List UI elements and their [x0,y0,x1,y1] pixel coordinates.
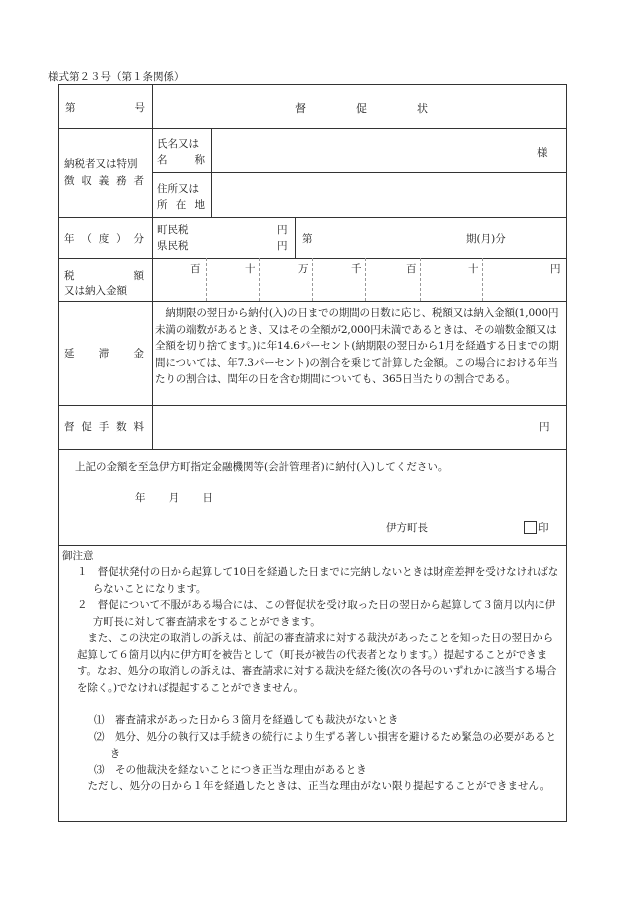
issuer: 伊方町長 [386,522,428,534]
digit-unit: 百 [190,263,201,275]
note-sub-3: ⑶ その他裁決を経ないことにつき正当な理由があるとき [94,764,367,776]
digit-unit: 円 [550,263,561,275]
town-tax-yen: 円 [277,224,288,236]
note-item-2-para-3: ただし、処分の日から１年を経過したときは、正当な理由がない限り提起することができません。 [77,780,551,792]
column-divider [211,128,212,217]
note-item-1: １ 督促状発付の日から起算して10日を経過した日までに完納しないときは財産差押を受けなければならないことになります。 [77,566,559,595]
amount-label-line2: 又は納入金額 [64,285,127,297]
column-divider [295,217,296,258]
row-divider [58,217,567,218]
digit-divider [365,258,366,301]
taxpayer-label: 納税者又は特別 [64,158,138,170]
digit-unit: 万 [298,263,309,275]
penalty-text: 納期限の翌日から納付(入)の日までの期間の日数に応じ、税額又は納入金額(1,000円未満の端数があるとき、又はその全額が2,000円未満であるときは、その端数金額又は全額を切り捨てます。)に年14.6パーセント(納期限の翌日から1月を経過する日までの期間については、年7.3パーセント)の割合を乗じて計算した金額。この場合における年当たりの割合は、閏年の日を含む期間についても、365日当たりの割合である。 [155,307,559,385]
town-tax-label: 町民税 [157,224,189,236]
digit-divider [206,258,207,301]
name-label-line2: 名 称 [157,154,205,166]
digit-divider [420,258,421,301]
pref-tax-label: 県民税 [157,240,189,252]
fee-yen: 円 [539,421,550,433]
term-suffix: 期(月)分 [466,233,506,245]
fee-label: 督 促 手 数 料 [64,421,144,433]
digit-unit: 十 [245,263,256,275]
digit-divider [482,258,483,301]
notes-heading: 御注意 [62,550,94,562]
digit-divider [312,258,313,301]
pref-tax-yen: 円 [277,240,288,252]
year-label: 年 （ 度 ） 分 [64,233,144,245]
title: 督 促 状 [295,102,428,115]
penalty-label: 延 滞 金 [64,348,144,360]
note-item-2: ２ 督促について不服がある場合には、この督促状を受け取った日の翌日から起算して３箇月以内に伊方町長に対して審査請求をすることができます。 [77,599,556,628]
amount-label: 税 額 [64,270,144,282]
form-id: 様式第２３号（第１条関係） [48,71,185,83]
digit-unit: 百 [406,263,417,275]
row-divider [58,449,567,450]
seal-label: 印 [538,522,549,534]
row-divider [58,545,567,546]
name-label: 氏名又は [157,138,199,150]
honorific: 様 [537,147,548,159]
row-divider [58,301,567,302]
note-sub-1: ⑴ 審査請求があった日から３箇月を経過しても裁決がないとき [94,714,399,726]
note-sub-2: ⑵ 処分、処分の執行又は手続きの続行により生ずる著しい損害を避けるため緊急の必要があるとき [94,731,556,760]
number-label: 第 号 [65,102,145,114]
digit-unit: 千 [351,263,362,275]
address-label: 住所又は [157,183,199,195]
row-divider [58,128,567,129]
seal-box [524,521,537,534]
taxpayer-label-line2: 徴 収 義 務 者 [64,175,144,187]
digit-unit: 十 [468,263,479,275]
column-divider [152,84,153,449]
term-prefix: 第 [302,233,313,245]
digit-divider [259,258,260,301]
issue-date: 年 月 日 [135,492,213,504]
note-item-2-para: また、この決定の取消しの訴えは、前記の審査請求に対する裁決があったことを知った日の翌日から起算して６箇月以内に伊方町を被告として（町長が被告の代表者となります。）提起することができます。なお、処分の取消しの訴えは、審査請求に対する裁決を経た後(次の各号のいずれかに該当する場合を除く。)でなければ提起することができません。 [77,632,557,694]
row-divider [58,405,567,406]
payment-message: 上記の金額を至急伊方町指定金融機関等(会計管理者)に納付(入)してください。 [75,461,449,473]
address-label-line2: 所 在 地 [157,199,205,211]
row-divider [152,172,567,173]
